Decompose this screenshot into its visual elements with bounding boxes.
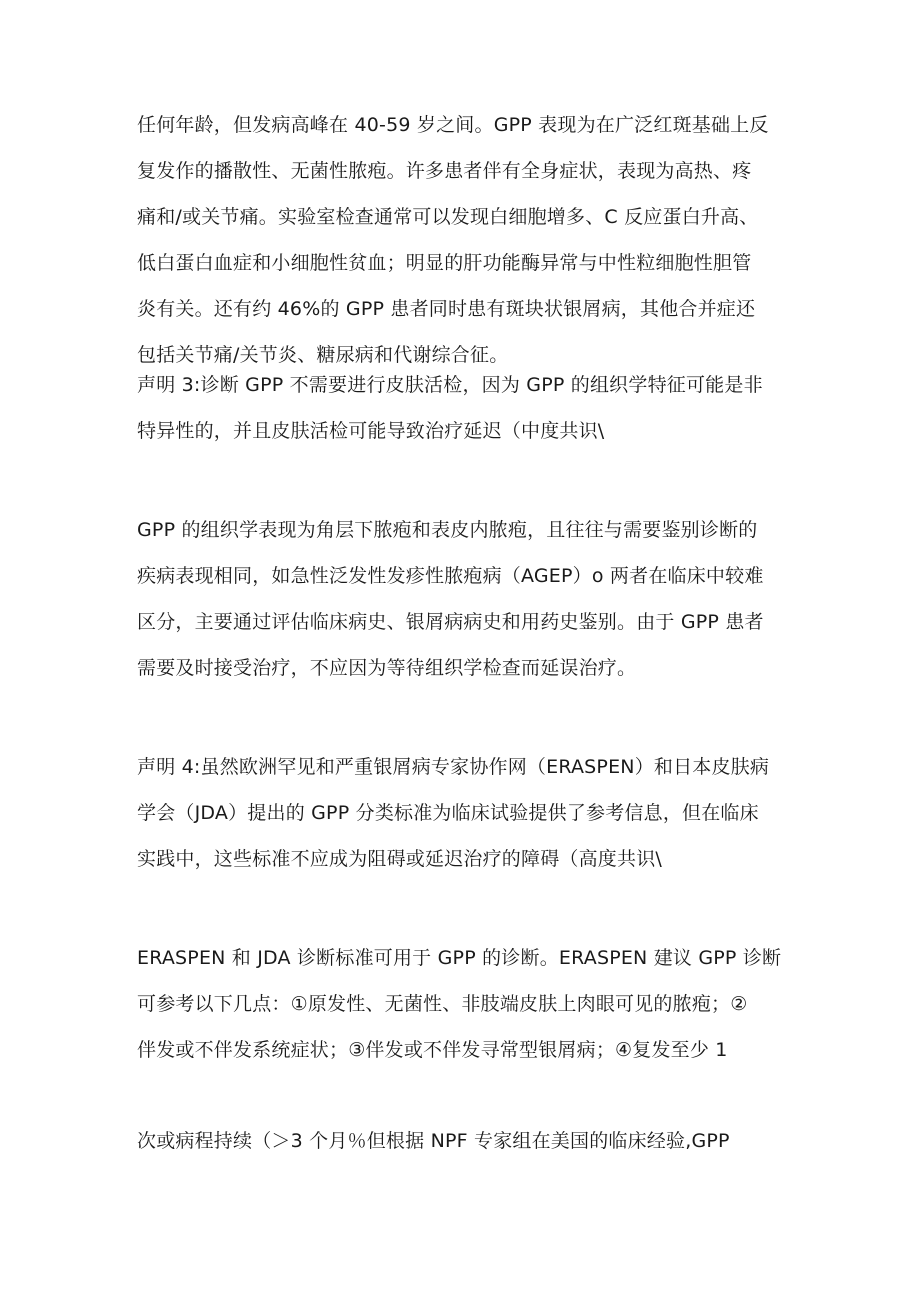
paragraph-continuation: [137, 1118, 797, 1164]
text-line: 声明 3:诊断 GPP 不需要进行皮肤活检，因为 GPP 的组织学特征可能是非: [137, 374, 763, 396]
text-line: 炎有关。还有约 46%的 GPP 患者同时患有斑块状银屑病，其他合并症还: [137, 298, 756, 320]
text-line: 实践中，这些标准不应成为阻碍或延迟治疗的障碍（高度共识\: [137, 848, 663, 870]
text-line: 需要及时接受治疗，不应因为等待组织学检查而延误治疗。: [137, 657, 637, 679]
text-line: 痛和/或关节痛。实验室检查通常可以发现白细胞增多、C 反应蛋白升高、: [137, 206, 759, 228]
text-line: 区分，主要通过评估临床病史、银屑病病史和用药史鉴别。由于 GPP 患者: [137, 611, 764, 633]
text-line: GPP 的组织学表现为角层下脓疱和表皮内脓疱，且往往与需要鉴别诊断的: [137, 519, 758, 541]
text-line: 可参考以下几点：①原发性、无菌性、非肢端皮肤上肉眼可见的脓疱；②: [137, 993, 748, 1015]
paragraph-clinical-features: [137, 102, 797, 378]
paragraph-histology: [137, 507, 797, 691]
text-line: 特异性的，并且皮肤活检可能导致治疗延迟（中度共识\: [137, 420, 605, 442]
paragraph-eraspen-criteria: [137, 935, 797, 1073]
text-line: 伴发或不伴发系统症状；③伴发或不伴发寻常型银屑病；④复发至少 1: [137, 1039, 728, 1061]
text-line: 次或病程持续（＞3 个月％但根据 NPF 专家组在美国的临床经验,GPP: [137, 1130, 730, 1152]
text-line: 任何年龄，但发病高峰在 40-59 岁之间。GPP 表现为在广泛红斑基础上反: [137, 114, 769, 136]
text-line: 低白蛋白血症和小细胞性贫血；明显的肝功能酶异常与中性粒细胞性胆管: [137, 252, 752, 274]
text-line: 声明 4:虽然欧洲罕见和严重银屑病专家协作网（ERASPEN）和日本皮肤病: [137, 756, 770, 778]
text-line: 疾病表现相同，如急性泛发性发疹性脓疱病（AGEP）o 两者在临床中较难: [137, 565, 764, 587]
text-line: 复发作的播散性、无菌性脓疱。许多患者伴有全身症状，表现为高热、疼: [137, 160, 752, 182]
paragraph-statement-3: [137, 362, 797, 454]
text-line: 包括关节痛/关节炎、糖尿病和代谢综合征。: [137, 344, 509, 366]
paragraph-statement-4: [137, 744, 797, 882]
text-line: 学会（JDA）提出的 GPP 分类标准为临床试验提供了参考信息，但在临床: [137, 802, 759, 824]
text-line: ERASPEN 和 JDA 诊断标准可用于 GPP 的诊断。ERASPEN 建议 GPP 诊断: [137, 947, 782, 969]
